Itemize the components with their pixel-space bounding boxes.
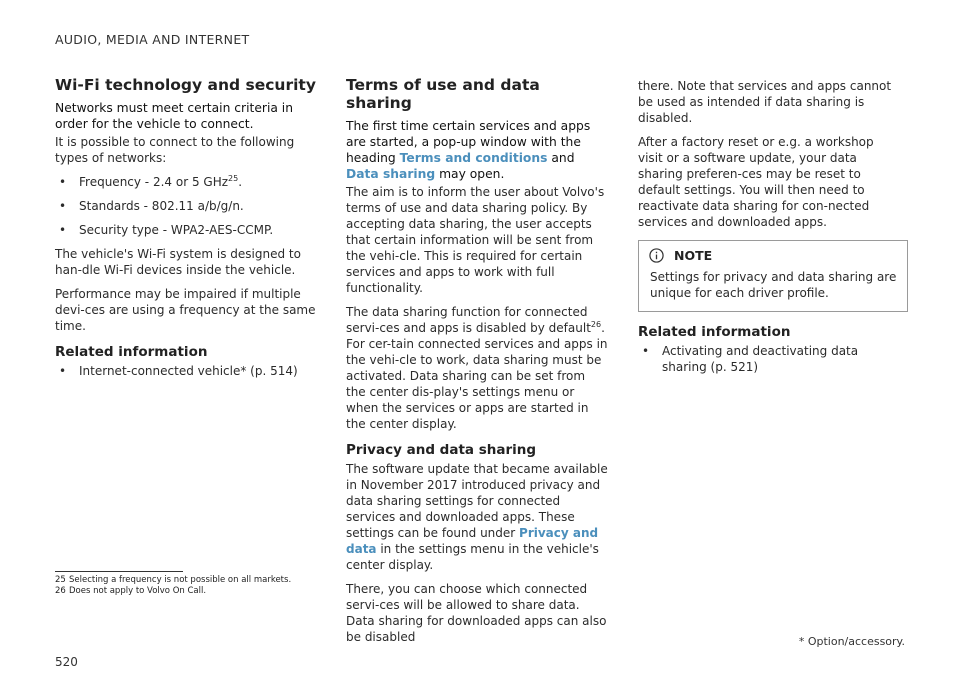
related-info-list bbox=[638, 343, 900, 375]
list-item: • Security type - WPA2-AES-CCMP. bbox=[55, 222, 317, 238]
lead-text: The first time certain services and apps are started, a pop-up window with the heading bbox=[346, 119, 591, 165]
related-link[interactable]: • Activating and deactivating data sharing (p. 521) bbox=[638, 343, 900, 375]
privacy-paragraph bbox=[346, 461, 608, 573]
footnote-number: 26 bbox=[55, 586, 66, 596]
terms-and-conditions-link[interactable]: Terms and conditions bbox=[399, 151, 548, 165]
data-sharing-link[interactable]: Data sharing bbox=[346, 167, 436, 181]
wifi-title: Wi-Fi technology and security bbox=[55, 76, 316, 94]
privacy-heading: Privacy and data sharing bbox=[346, 442, 537, 458]
para-text: . For cer-tain connected services and apps in the vehi-cle to work, data sharing must be activated. Data sharing can be set from the center dis-play's settings menu or when the services or apps are started in the center display. bbox=[346, 321, 608, 431]
note-box bbox=[638, 240, 908, 312]
privacy-and-data-link[interactable]: Privacy and data bbox=[346, 526, 599, 556]
lead-text: and bbox=[547, 151, 575, 165]
footnote-text: Selecting a frequency is not possible on all markets. bbox=[69, 575, 292, 585]
note-title: NOTE bbox=[674, 248, 713, 263]
network-criteria-list bbox=[55, 174, 317, 238]
terms-paragraph: The aim is to inform the user about Volvo's terms of use and data sharing policy. By accepting data sharing, the user accepts that certain information will be sent from the vehi-cle. This is required for certain services and apps to work with full functionality. bbox=[346, 185, 605, 295]
info-icon bbox=[649, 248, 664, 263]
footnote-ref[interactable]: 26 bbox=[590, 320, 602, 329]
terms-title: Terms of use and data sharing bbox=[346, 76, 540, 112]
footnote-number: 25 bbox=[55, 575, 66, 585]
footnote-26 bbox=[55, 586, 206, 596]
freq-end: . bbox=[238, 175, 243, 189]
para-text: in the settings menu in the vehicle's center display. bbox=[346, 542, 599, 572]
terms-paragraph bbox=[346, 304, 608, 432]
note-text: Settings for privacy and data sharing are unique for each driver profile. bbox=[650, 270, 897, 300]
list-item bbox=[55, 174, 317, 190]
wifi-paragraph: The vehicle's Wi-Fi system is designed to han-dle Wi-Fi devices inside the vehicle. bbox=[55, 247, 301, 277]
list-item: • Standards - 802.11 a/b/g/n. bbox=[55, 198, 317, 214]
section-header: AUDIO, MEDIA AND INTERNET bbox=[55, 32, 250, 47]
footnote-25 bbox=[55, 575, 291, 585]
terms-lead bbox=[346, 118, 608, 182]
column-continued bbox=[638, 78, 900, 383]
footnote-ref[interactable]: 25 bbox=[228, 174, 239, 183]
related-info-list bbox=[55, 363, 317, 379]
page-number: 520 bbox=[55, 655, 78, 669]
freq-text: Frequency - 2.4 or 5 GHz bbox=[79, 175, 229, 189]
wifi-paragraph: Performance may be impaired if multiple devi-ces are using a frequency at the same time. bbox=[55, 287, 316, 333]
lead-text: may open. bbox=[435, 167, 505, 181]
option-accessory-note: * Option/accessory. bbox=[798, 635, 905, 648]
footnote-text: Does not apply to Volvo On Call. bbox=[69, 586, 207, 596]
privacy-paragraph: There, you can choose which connected servi-ces will be allowed to share data. Data sharing for downloaded apps can also be disabled bbox=[346, 582, 607, 644]
column-wifi bbox=[55, 76, 317, 387]
para-text: The software update that became available in November 2017 introduced privacy and data sharing settings for connected services and downloaded apps. These settings can be found under bbox=[346, 462, 608, 540]
wifi-lead: Networks must meet certain criteria in order for the vehicle to connect. bbox=[55, 101, 294, 131]
column-terms bbox=[346, 76, 608, 653]
continued-paragraph: there. Note that services and apps cannot be used as intended if data sharing is disabled. bbox=[638, 79, 892, 125]
para-text: The data sharing function for connected servi-ces and apps is disabled by default bbox=[346, 305, 591, 335]
related-info-heading: Related information bbox=[638, 324, 791, 340]
footnote-divider bbox=[55, 571, 183, 572]
note-header bbox=[649, 248, 897, 263]
related-link[interactable]: • Internet-connected vehicle* (p. 514) bbox=[55, 363, 317, 379]
wifi-intro: It is possible to connect to the following types of networks: bbox=[55, 135, 295, 165]
continued-paragraph: After a factory reset or e.g. a workshop visit or a software update, your data sharing preferen-ces may be reset to default settings. You will then need to reactivate data sharing for con-nected services and downloaded apps. bbox=[638, 135, 874, 229]
related-info-heading: Related information bbox=[55, 344, 208, 360]
